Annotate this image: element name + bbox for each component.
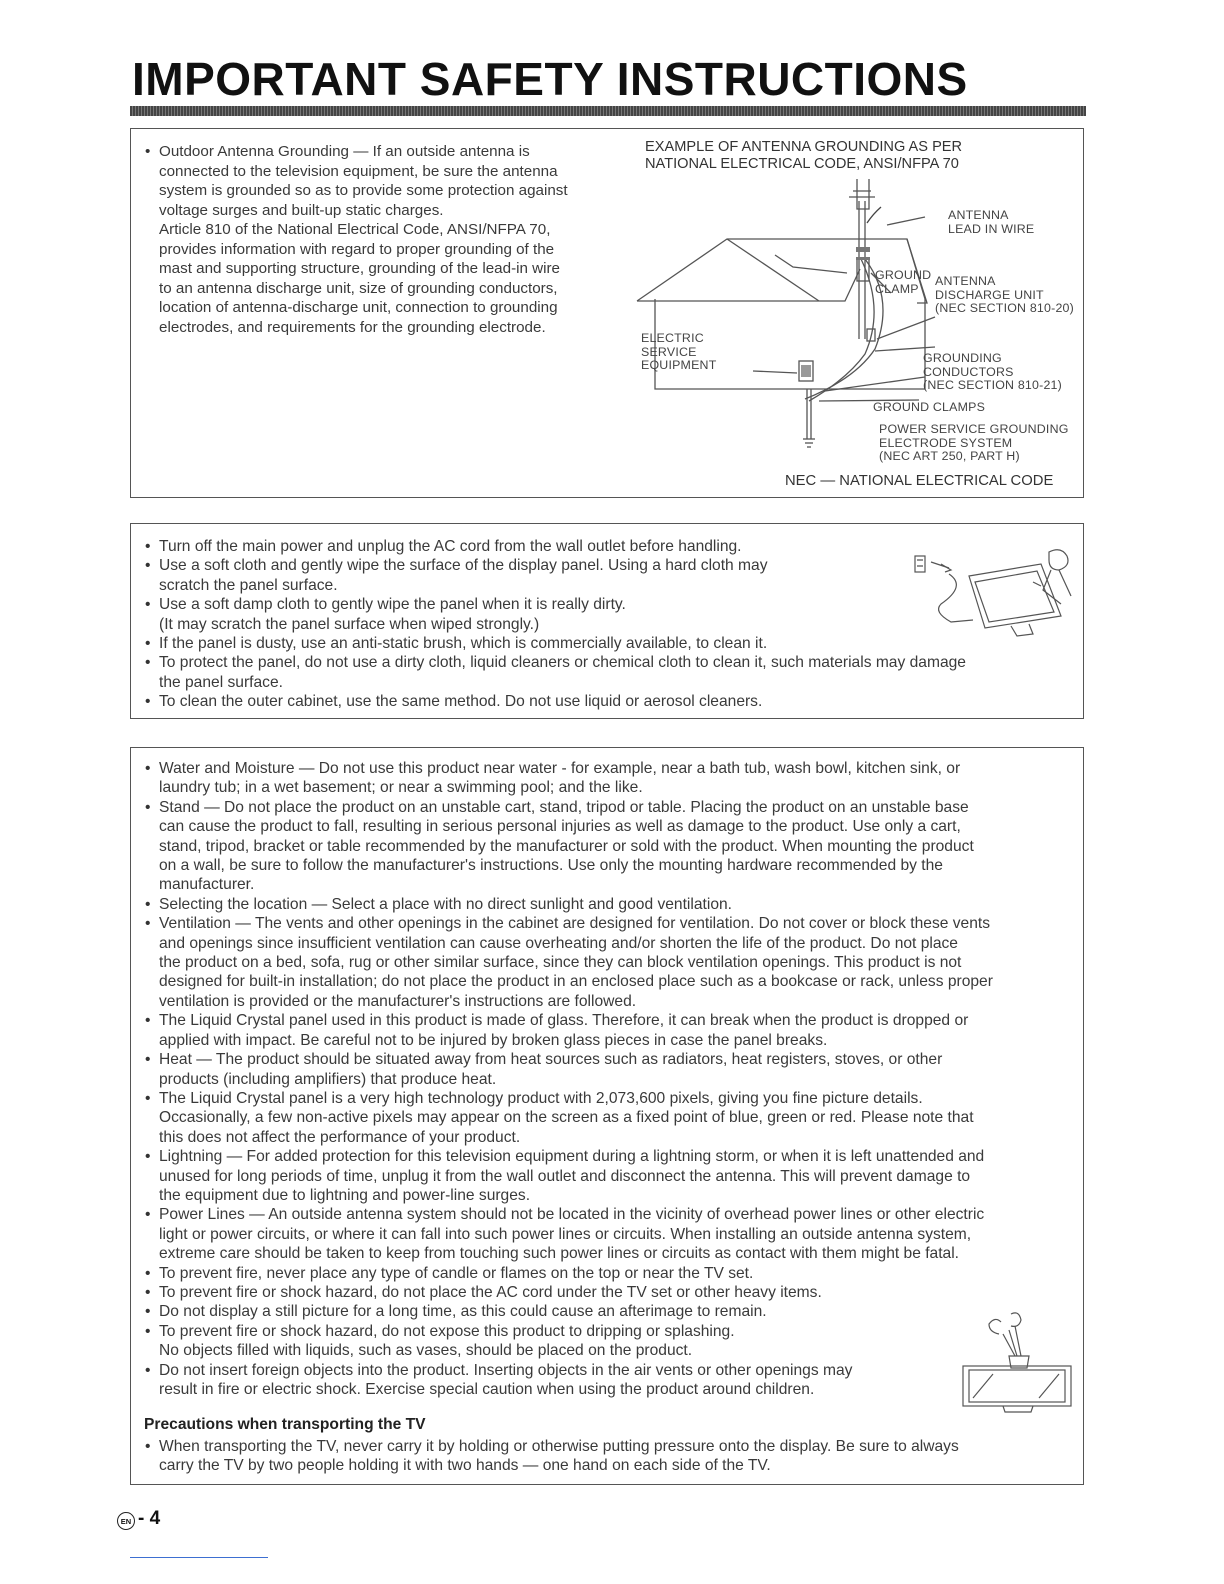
antenna-grounding-list	[131, 142, 631, 337]
page-number: - 4	[138, 1508, 161, 1529]
list-item: • To prevent fire or shock hazard, do not place the AC cord under the TV set or other heavy items.	[131, 1283, 1083, 1302]
cleaning-tv-illustration	[911, 546, 1076, 641]
footer-link-underline[interactable]	[130, 1557, 268, 1558]
list-item: • When transporting the TV, never carry it by holding or otherwise putting pressure onto the display. Be sure to always carry the TV by two people holding it with two hands — one hand on each side of the TV.	[131, 1437, 1083, 1476]
list-item: • Do not display a still picture for a long time, as this could cause an afterimage to remain.	[131, 1302, 1083, 1321]
label-antenna-lead: ANTENNA LEAD IN WIRE	[948, 208, 1035, 236]
list-item: • The Liquid Crystal panel used in this product is made of glass. Therefore, it can break when the product is dropped or applied with impact. Be careful not to be injured by broken glass pieces in case the panel breaks.	[131, 1011, 1083, 1050]
list-item: • Turn off the main power and unplug the AC cord from the wall outlet before handling.	[131, 537, 1083, 556]
nec-footnote: NEC — NATIONAL ELECTRICAL CODE	[785, 473, 1054, 489]
diagram-caption: EXAMPLE OF ANTENNA GROUNDING AS PER NATIONAL ELECTRICAL CODE, ANSI/NFPA 70	[645, 139, 963, 172]
label-power-service: POWER SERVICE GROUNDING ELECTRODE SYSTEM (NEC ART 250, PART H)	[879, 422, 1069, 464]
list-item: • Power Lines — An outside antenna system should not be located in the vicinity of overhead power lines or other electric light or power circuits, or where it can fall into such power lines or circuits. When installing an outside antenna system, extreme care should be taken to keep from touching such power lines or circuits as contact with them might be fatal.	[131, 1205, 1083, 1263]
label-grounding-conductors: GROUNDING CONDUCTORS (NEC SECTION 810-21)	[923, 351, 1062, 393]
general-safety-list	[131, 759, 1083, 1399]
list-item: • Do not insert foreign objects into the product. Inserting objects in the air vents or other openings may result in fire or electric shock. Exercise special caution when using the product around children.	[131, 1361, 1083, 1400]
list-item: • Water and Moisture — Do not use this product near water - for example, near a bath tub, wash bowl, kitchen sink, or laundry tub; in a wet basement; or near a swimming pool; and the like.	[131, 759, 1083, 798]
antenna-grounding-diagram	[635, 139, 1079, 494]
list-item: • The Liquid Crystal panel is a very high technology product with 2,073,600 pixels, giving you fine picture details. Occasionally, a few non-active pixels may appear on the screen as a fixed point of blue, green or red. Please note that this does not affect the performance of your product.	[131, 1089, 1083, 1147]
list-item: • Lightning — For added protection for this television equipment during a lightning storm, or when it is left unattended and unused for long periods of time, unplug it from the wall outlet and disconnect the antenna. This will prevent damage to the equipment due to lightning and power-line surges.	[131, 1147, 1083, 1205]
list-item: • To prevent fire or shock hazard, do not expose this product to dripping or splashing. No objects filled with liquids, such as vases, should be placed on the product.	[131, 1322, 1083, 1361]
label-ground-clamp: GROUND CLAMP	[875, 268, 932, 296]
list-item: • To clean the outer cabinet, use the same method. Do not use liquid or aerosol cleaners.	[131, 692, 1083, 711]
list-item: • To prevent fire, never place any type of candle or flames on the top or near the TV set.	[131, 1264, 1083, 1283]
label-electric-service: ELECTRIC SERVICE EQUIPMENT	[641, 331, 717, 373]
list-item: • Stand — Do not place the product on an unstable cart, stand, tripod or table. Placing the product on an unstable base can cause the product to fall, resulting in serious personal injuries as well as damage to the product. Use only a cart, stand, tripod, bracket or table recommended by the manufacturer or sold with the product. When mounting the product on a wall, be sure to follow the manufacturer's instructions. Use only the mounting hardware recommended by the manufacturer.	[131, 798, 1083, 895]
transport-list	[131, 1437, 1083, 1476]
list-item: • Heat — The product should be situated away from heat sources such as radiators, heat registers, stoves, or other products (including amplifiers) that produce heat.	[131, 1050, 1083, 1089]
label-discharge-unit: ANTENNA DISCHARGE UNIT (NEC SECTION 810-20)	[935, 274, 1074, 316]
list-item: • Outdoor Antenna Grounding — If an outside antenna is connected to the television equipment, be sure the antenna system is grounded so as to provide some protection against voltage surges and built-up static charges. Article 810 of the National Electrical Code, ANSI/NFPA 70, provides information with regard to proper grounding of the mast and supporting structure, grounding of the lead-in wire to an antenna discharge unit, size of grounding conductors, location of antenna-discharge unit, connection to grounding electrodes, and requirements for the grounding electrode.	[131, 142, 631, 337]
page-title: IMPORTANT SAFETY INSTRUCTIONS	[132, 53, 968, 105]
transport-heading: Precautions when transporting the TV	[144, 1416, 426, 1433]
language-badge: EN	[117, 1512, 135, 1530]
list-item: • Use a soft damp cloth to gently wipe the panel when it is really dirty. (It may scratch the panel surface when wiped strongly.)	[131, 595, 1083, 634]
list-item: • Ventilation — The vents and other openings in the cabinet are designed for ventilation. Do not cover or block these vents and openings since insufficient ventilation can cause overheating and/or shorten the life of the product. Do not place the product on a bed, sofa, rug or other similar surface, since they can block ventilation openings. This product is not designed for built-in installation; do not place the product in an enclosed place such as a bookcase or rack, unless proper ventilation is provided or the manufacturer's instructions are followed.	[131, 914, 1083, 1011]
title-rule	[130, 106, 1086, 116]
antenna-grounding-section	[130, 128, 1084, 498]
general-safety-section	[130, 747, 1084, 1485]
vase-on-tv-illustration	[959, 1312, 1074, 1414]
list-item: • Selecting the location — Select a place with no direct sunlight and good ventilation.	[131, 895, 1083, 914]
list-item: • To protect the panel, do not use a dirty cloth, liquid cleaners or chemical cloth to clean it, such materials may damage the panel surface.	[131, 653, 1083, 692]
label-ground-clamps: GROUND CLAMPS	[873, 400, 986, 414]
list-item: • If the panel is dusty, use an anti-static brush, which is commercially available, to clean it.	[131, 634, 1083, 653]
cleaning-section	[130, 523, 1084, 719]
list-item: • Use a soft cloth and gently wipe the surface of the display panel. Using a hard cloth may scratch the panel surface.	[131, 556, 1083, 595]
